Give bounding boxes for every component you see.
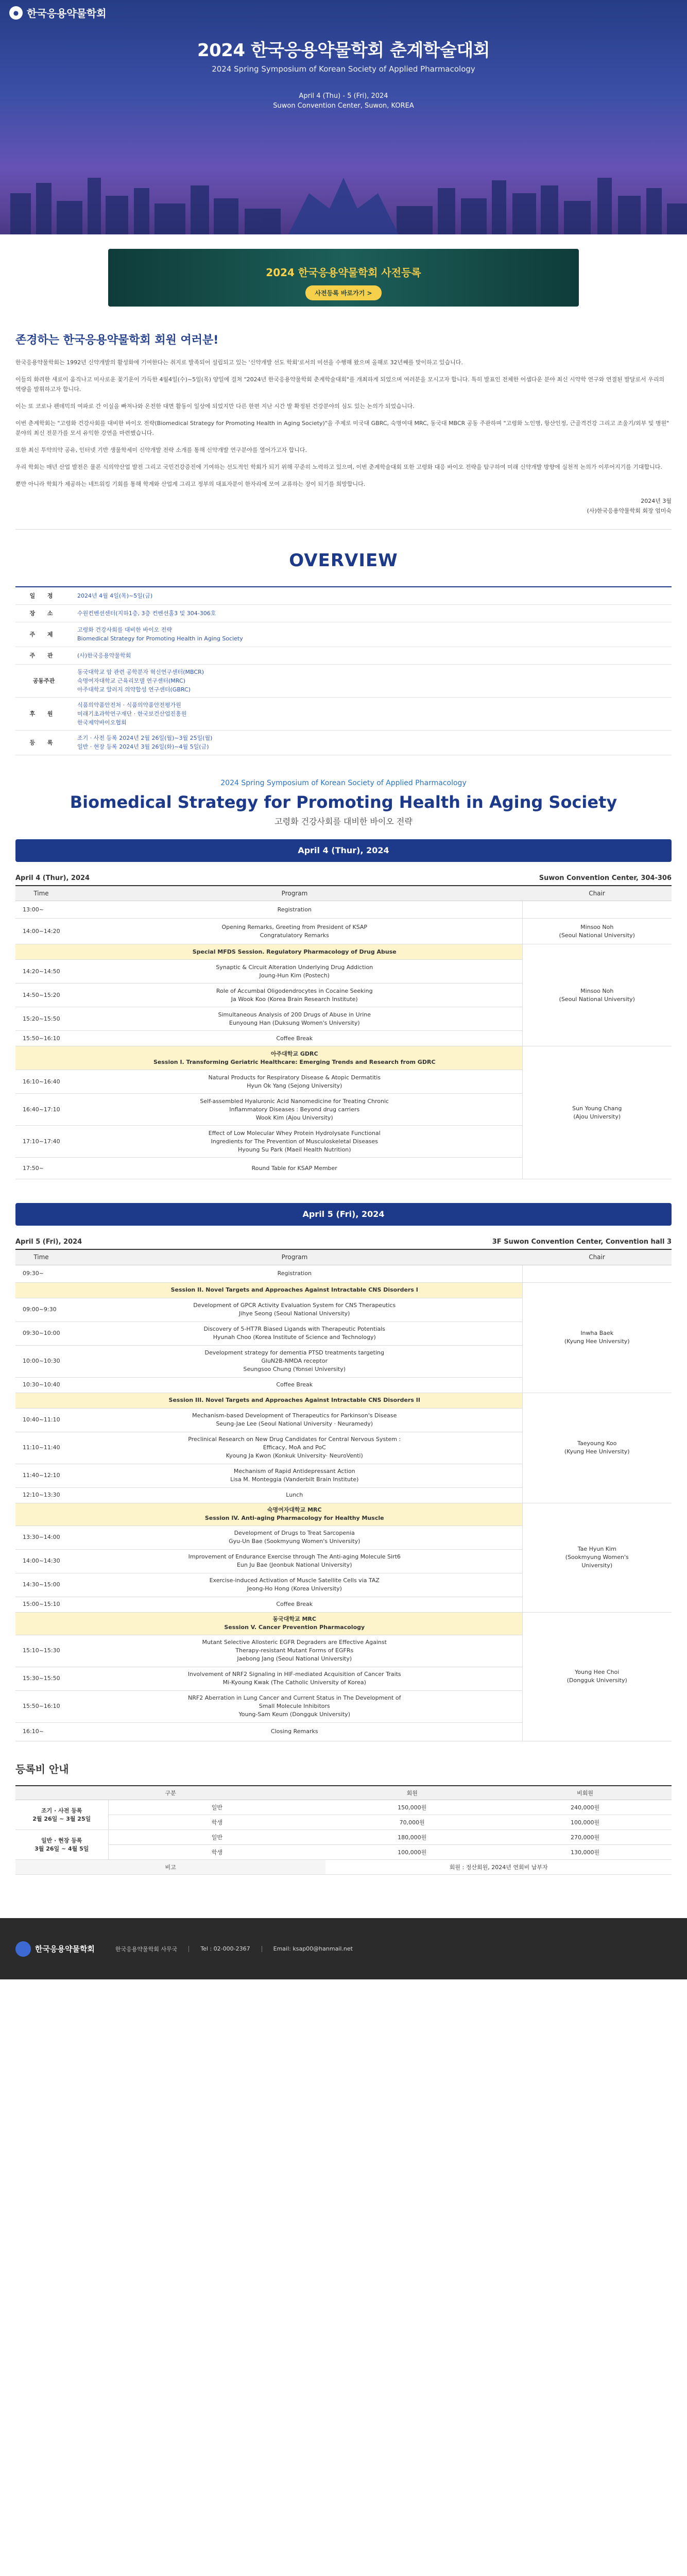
- table-row: [15, 901, 672, 919]
- row-program: Simultaneous Analysis of 200 Drugs of Abuse in Urine Eunyoung Han (Duksung Women's University): [67, 1007, 522, 1031]
- session-header-row: [15, 1393, 672, 1408]
- row-chair: [522, 901, 672, 919]
- footer-logo-text: 한국응용약물학회: [35, 1944, 95, 1954]
- greeting-heading: 존경하는 한국응용약물학회 회원 여러분!: [15, 334, 219, 347]
- society-logo[interactable]: [9, 5, 107, 20]
- logo-text: 한국응용약물학회: [27, 7, 107, 20]
- footer-logo[interactable]: [15, 1941, 95, 1957]
- col-program: Program: [67, 1249, 522, 1265]
- row-time: 11:40~12:10: [15, 1464, 67, 1487]
- fee-col-nonmember: 비회원: [499, 1786, 672, 1800]
- row-chair: Tae Hyun Kim (Sookmyung Women's University): [522, 1503, 672, 1612]
- footer-separator: [188, 1946, 189, 1952]
- fee-nonmember: 270,000원: [499, 1830, 672, 1845]
- fee-member: 70,000원: [325, 1815, 499, 1830]
- greeting-paragraph: 이들의 화려한 새로이 움직나고 미사로운 꽃기운이 가득한 4월4일(수)~5일(목) 양일에 걸쳐 "2024년 한국응용약물학회 춘계학술대회"를 개최하게 되었으며 여러분을 모시고자 합니다. 특히 발표인 전체한 어셉다운 분야 최신 시약학 연구와 연결된 발달로서 우리의 역량을 발휘하고자 합니다.: [15, 376, 665, 393]
- overview-row: [15, 730, 672, 755]
- day2-meta: [15, 1238, 672, 1246]
- row-program: Coffee Break: [67, 1597, 522, 1612]
- overview-row: [15, 664, 672, 697]
- fee-note-label: 비고: [15, 1860, 325, 1875]
- row-program: Coffee Break: [67, 1377, 522, 1393]
- fee-row: [15, 1815, 672, 1830]
- day1-meta: [15, 874, 672, 882]
- row-time: 09:30~: [15, 1265, 67, 1282]
- fee-row: [15, 1800, 672, 1815]
- event-date: April 4 (Thu) - 5 (Fri), 2024: [299, 92, 388, 100]
- col-time: Time: [15, 1249, 67, 1265]
- row-program: Role of Accumbal Oligodendrocytes in Cocaine Seeking Ja Wook Koo (Korea Brain Research Institute): [67, 984, 522, 1007]
- day2-venue: 3F Suwon Convention Center, Convention hall 3: [492, 1238, 672, 1246]
- signature-date: 2024년 3월: [641, 498, 672, 504]
- row-time: [15, 1503, 67, 1526]
- session-header-row: [15, 1282, 672, 1298]
- fee-group-label: 일반 · 현장 등록 3월 26일 ~ 4월 5일: [15, 1830, 108, 1860]
- row-program: Development strategy for dementia PTSD treatments targeting GluN2B-NMDA receptor Seungsoo Chung (Yonsei University): [67, 1345, 522, 1377]
- fee-member: 100,000원: [325, 1845, 499, 1860]
- society-emblem-icon: ●: [9, 6, 23, 20]
- row-time: 14:50~15:20: [15, 984, 67, 1007]
- fee-type: 학생: [108, 1845, 325, 1860]
- registration-banner: [0, 234, 687, 321]
- fee-nonmember: 130,000원: [499, 1845, 672, 1860]
- session-title: 동국대학교 MRC Session V. Cancer Prevention Pharmacology: [67, 1612, 522, 1635]
- fee-nonmember: 240,000원: [499, 1800, 672, 1815]
- overview-key: 후 원: [15, 697, 72, 730]
- footer-tel: Tel : 02-000-2367: [200, 1945, 250, 1952]
- session-header-row: [15, 1503, 672, 1526]
- day1-program-table: [15, 885, 672, 1180]
- day1-bar: April 4 (Thur), 2024: [15, 839, 672, 862]
- fee-note-value: 회원 : 정산회원, 2024년 연회비 납부자: [325, 1860, 672, 1875]
- row-program: Mechanism-based Development of Therapeutics for Parkinson's Disease Seung-Jae Lee (Seoul National University · Neuramedy): [67, 1408, 522, 1432]
- overview-row: [15, 604, 672, 622]
- row-time: 15:20~15:50: [15, 1007, 67, 1031]
- row-program: Synaptic & Circuit Alteration Underlying Drug Addiction Joung-Hun Kim (Postech): [67, 960, 522, 984]
- overview-key: 일 정: [15, 587, 72, 604]
- row-chair: Young Hee Choi (Dongguk University): [522, 1612, 672, 1741]
- greeting-paragraph: 이번 춘계학회는 "고령화 건강사회를 대비한 바이오 전략(Biomedical Strategy for Promoting Health in Aging Society)"을 주제로 미국대 GBRC, 숙명여대 MRC, 동국대 MBCR 공동 주관하며 "고령화 노인병, 항산인정, 근골격건강 그리고 조울기/외부 및 병원" 분야의 최신 전문가를 모셔 유익한 강연을 마련했습니다.: [15, 420, 669, 436]
- row-time: 16:10~16:40: [15, 1070, 67, 1094]
- col-time: Time: [15, 886, 67, 901]
- session-header-row: [15, 1046, 672, 1070]
- row-program: Development of GPCR Activity Evaluation System for CNS Therapeutics Jihye Seong (Seoul National University): [67, 1298, 522, 1321]
- session-title: 숙명여자대학교 MRC Session IV. Anti-aging Pharmacology for Healthy Muscle: [67, 1503, 522, 1526]
- overview-value: 조기 · 사전 등록 2024년 2월 26일(월)~3월 25일(월) 일반 · 현장 등록 2024년 3월 26일(화)~4월 5일(금): [72, 730, 672, 755]
- city-skyline-graphic: [0, 157, 687, 234]
- greeting-signature: [15, 496, 672, 516]
- col-chair: Chair: [522, 1249, 672, 1265]
- overview-key: 주 제: [15, 622, 72, 647]
- greeting-paragraph: 우리 학회는 매년 산업 발전은 물론 식의약산업 발전 그리고 국민건강증진에 기여하는 선도적인 학회가 되기 위해 꾸준히 노력하고 있으며, 이번 춘계학술대회 또한 고령화 대응 바이오 전략을 탐구하여 미래 신약개발 방향에 실천적 논의가 이루어지기를 기대합니다.: [15, 464, 662, 470]
- fee-col-member: 회원: [325, 1786, 499, 1800]
- row-program: Mutant Selective Allosteric EGFR Degraders are Effective Against Therapy-resistant Mutant Forms of EGFRs Jaebong Jang (Seoul National University): [67, 1635, 522, 1667]
- row-time: 13:30~14:00: [15, 1526, 67, 1549]
- row-program: Discovery of 5-HT7R Biased Ligands with Therapeutic Potentials Hyunah Choo (Korea Institute of Science and Technology): [67, 1321, 522, 1345]
- fee-col-category: 구분: [15, 1786, 325, 1800]
- row-time: 17:50~: [15, 1158, 67, 1179]
- hero-text: [0, 36, 687, 111]
- row-time: 14:30~15:00: [15, 1573, 67, 1597]
- overview-value: 2024년 4월 4일(목)~5일(금): [72, 587, 672, 604]
- overview-value: (사)한국응용약물학회: [72, 647, 672, 664]
- fee-row: [15, 1830, 672, 1845]
- fee-member: 150,000원: [325, 1800, 499, 1815]
- col-program: Program: [67, 886, 522, 901]
- fee-table: [15, 1785, 672, 1875]
- day2-program-table: [15, 1249, 672, 1741]
- program-eng-label: 2024 Spring Symposium of Korean Society of Applied Pharmacology: [220, 778, 467, 787]
- row-time: 10:30~10:40: [15, 1377, 67, 1393]
- session-title: Special MFDS Session. Regulatory Pharmacology of Drug Abuse: [67, 944, 522, 960]
- row-time: 16:40~17:10: [15, 1094, 67, 1126]
- row-chair: Taeyoung Koo (Kyung Hee University): [522, 1393, 672, 1503]
- row-program: NRF2 Aberration in Lung Cancer and Current Status in The Development of Small Molecule Inhibitors Young-Sam Keum (Dongguk University): [67, 1690, 522, 1722]
- day1-venue: Suwon Convention Center, 304-306: [539, 874, 672, 882]
- row-time: 14:20~14:50: [15, 960, 67, 984]
- row-time: [15, 1046, 67, 1070]
- fee-heading: 등록비 안내: [15, 1762, 69, 1775]
- row-program: Registration: [67, 901, 522, 919]
- session-header-row: [15, 944, 672, 960]
- greeting-paragraph: 뿐만 아니라 학회가 제공하는 네트워킹 기회를 통해 학계와 산업계 그리고 정부의 대표자분이 한자리에 모여 교류하는 장이 되기를 희망합니다.: [15, 481, 366, 487]
- row-chair: Minsoo Noh (Seoul National University): [522, 919, 672, 944]
- session-title: 아주대학교 GDRC Session I. Transforming Geriatric Healthcare: Emerging Trends and Research from GDRC: [67, 1046, 522, 1070]
- program-title: Biomedical Strategy for Promoting Health in Aging Society: [70, 792, 617, 812]
- fee-type: 일반: [108, 1830, 325, 1845]
- row-time: 10:40~11:10: [15, 1408, 67, 1432]
- row-time: [15, 944, 67, 960]
- overview-key: 주 관: [15, 647, 72, 664]
- row-program: Preclinical Research on New Drug Candidates for Central Nervous System : Efficacy, MoA and PoC Kyoung Ja Kwon (Konkuk University· NeuroVenti): [67, 1432, 522, 1464]
- row-time: 15:50~16:10: [15, 1031, 67, 1046]
- overview-row: [15, 697, 672, 730]
- row-program: Effect of Low Molecular Whey Protein Hydrolysate Functional Ingredients for The Prevention of Musculoskeletal Diseases Hyoung Su Park (Maeil Health Nutrition): [67, 1126, 522, 1158]
- registration-banner-box: [108, 249, 579, 307]
- table-row: [15, 919, 672, 944]
- overview-value: 수원컨벤션센터(지하1층, 3층 컨벤션홀3 및 304-306호: [72, 604, 672, 622]
- fee-nonmember: 100,000원: [499, 1815, 672, 1830]
- table-header-row: [15, 886, 672, 901]
- overview-key: 장 소: [15, 604, 72, 622]
- greeting-paragraph: 이는 또 코로나 펜데믹의 여파로 간 이실을 빠져나와 온전한 대면 활동이 일상에 되었지만 다른 한편 지난 시간 발 확정된 건강분야의 심도 있는 논의가 되었습니다.: [15, 403, 415, 410]
- session-header-row: [15, 1612, 672, 1635]
- row-time: 10:00~10:30: [15, 1345, 67, 1377]
- event-subtitle: 2024 Spring Symposium of Korean Society of Applied Pharmacology: [212, 64, 475, 74]
- overview-row: [15, 622, 672, 647]
- fee-note-row: [15, 1860, 672, 1875]
- program-kor-title: 고령화 건강사회를 대비한 바이오 전략: [274, 816, 413, 826]
- row-program: Round Table for KSAP Member: [67, 1158, 522, 1179]
- overview-value: 동국대학교 암 관련 공학분자 혁신연구센터(MBCR) 숙명여자대학교 근육리모델 연구센터(MRC) 아주대학교 알러지 의약합성 연구센터(GBRC): [72, 664, 672, 697]
- table-row: [15, 1265, 672, 1282]
- fee-row: [15, 1845, 672, 1860]
- fee-type: 일반: [108, 1800, 325, 1815]
- row-time: 15:10~15:30: [15, 1635, 67, 1667]
- row-time: 15:00~15:10: [15, 1597, 67, 1612]
- row-time: [15, 1282, 67, 1298]
- row-time: 12:10~13:30: [15, 1487, 67, 1503]
- row-program: Self-assembled Hyaluronic Acid Nanomedicine for Treating Chronic Inflammatory Diseases : Beyond drug carriers Wook Kim (Ajou University): [67, 1094, 522, 1126]
- event-title: 2024 한국응용약물학회 춘계학술대회: [197, 40, 490, 61]
- footer-org: 한국응용약물학회 사무국: [115, 1945, 178, 1953]
- row-program: Registration: [67, 1265, 522, 1282]
- pre-registration-button[interactable]: 사전등록 바로가기 >: [305, 285, 381, 300]
- row-time: 15:30~15:50: [15, 1667, 67, 1690]
- overview-table: [15, 586, 672, 755]
- day1-date: April 4 (Thur), 2024: [15, 874, 90, 882]
- fee-group-label: 조기 · 사전 등록 2월 26일 ~ 3월 25일: [15, 1800, 108, 1830]
- row-time: 09:30~10:00: [15, 1321, 67, 1345]
- fee-member: 180,000원: [325, 1830, 499, 1845]
- row-time: 11:10~11:40: [15, 1432, 67, 1464]
- signature-name: (사)한국응용약물학회 회장 엄미숙: [587, 507, 672, 514]
- overview-value: 식품의약품안전처 · 식품의약품안전평가원 미래기초과학연구재단 · 한국보건산업진흥원 한국제약바이오협회: [72, 697, 672, 730]
- overview-row: [15, 587, 672, 604]
- row-program: Coffee Break: [67, 1031, 522, 1046]
- greeting-paragraph: 한국응용약물학회는 1992년 신약개발의 활성화에 기여한다는 취지로 발족되어 설립되고 있는 '신약개발 선도 학회'로서의 미션을 수행해 왔으며 올해로 32년째를 맞이하고 있습니다.: [15, 359, 463, 366]
- row-time: [15, 1612, 67, 1635]
- overview-heading: OVERVIEW: [289, 550, 398, 571]
- row-time: 16:10~: [15, 1722, 67, 1741]
- program-heading: [0, 755, 687, 827]
- overview-row: [15, 647, 672, 664]
- fee-type: 학생: [108, 1815, 325, 1830]
- greeting-paragraph: 또한 최신 투약의약 공유, 인터넷 기반 생물학세미 신약개발 전략 소개를 통해 신약개발 연구분야를 열어가고자 합니다.: [15, 447, 307, 453]
- row-program: Exercise-induced Activation of Muscle Satellite Cells via TAZ Jeong-Ho Hong (Korea University): [67, 1573, 522, 1597]
- row-time: 15:50~16:10: [15, 1690, 67, 1722]
- footer: [0, 1918, 687, 1979]
- row-chair: Sun Young Chang (Ajou University): [522, 1046, 672, 1179]
- fee-header-row: [15, 1786, 672, 1800]
- row-program: Development of Drugs to Treat Sarcopenia Gyu-Un Bae (Sookmyung Women's University): [67, 1526, 522, 1549]
- row-chair: Inwha Baek (Kyung Hee University): [522, 1282, 672, 1393]
- day2-bar: April 5 (Fri), 2024: [15, 1203, 672, 1226]
- footer-email[interactable]: Email: ksap00@hanmail.net: [273, 1945, 353, 1952]
- table-header-row: [15, 1249, 672, 1265]
- row-program: Mechanism of Rapid Antidepressant Action Lisa M. Monteggia (Vanderbilt Brain Institute): [67, 1464, 522, 1487]
- row-program: Natural Products for Respiratory Disease & Atopic Dermatitis Hyun Ok Yang (Sejong University): [67, 1070, 522, 1094]
- row-program: Closing Remarks: [67, 1722, 522, 1741]
- row-time: 14:00~14:30: [15, 1549, 67, 1573]
- col-chair: Chair: [522, 886, 672, 901]
- society-emblem-icon: [15, 1941, 31, 1957]
- hero-banner: [0, 0, 687, 234]
- row-time: [15, 1393, 67, 1408]
- row-chair: Minsoo Noh (Seoul National University): [522, 944, 672, 1046]
- greeting-section: [0, 321, 687, 516]
- row-program: Lunch: [67, 1487, 522, 1503]
- overview-key: 등 록: [15, 730, 72, 755]
- row-program: Involvement of NRF2 Signaling in HIF-mediated Acquisition of Cancer Traits Mi-Kyoung Kwak (The Catholic University of Korea): [67, 1667, 522, 1690]
- day2-date: April 5 (Fri), 2024: [15, 1238, 82, 1246]
- registration-banner-title: 2024 한국응용약물학회 사전등록: [266, 266, 421, 279]
- overview-value: 고령화 건강사회를 대비한 바이오 전략 Biomedical Strategy for Promoting Health in Aging Society: [72, 622, 672, 647]
- session-title: Session III. Novel Targets and Approaches Against Intractable CNS Disorders II: [67, 1393, 522, 1408]
- row-time: 17:10~17:40: [15, 1126, 67, 1158]
- event-venue: Suwon Convention Center, Suwon, KOREA: [273, 102, 414, 110]
- row-time: 13:00~: [15, 901, 67, 919]
- session-title: Session II. Novel Targets and Approaches Against Intractable CNS Disorders I: [67, 1282, 522, 1298]
- row-chair: [522, 1265, 672, 1282]
- row-program: Opening Remarks, Greeting from President of KSAP Congratulatory Remarks: [67, 919, 522, 944]
- overview-key: 공동주관: [15, 664, 72, 697]
- row-program: Improvement of Endurance Exercise through The Anti-aging Molecule Sirt6 Eun Ju Bae (Jeonbuk National University): [67, 1549, 522, 1573]
- overview-section: [0, 530, 687, 755]
- row-time: 09:00~9:30: [15, 1298, 67, 1321]
- row-time: 14:00~14:20: [15, 919, 67, 944]
